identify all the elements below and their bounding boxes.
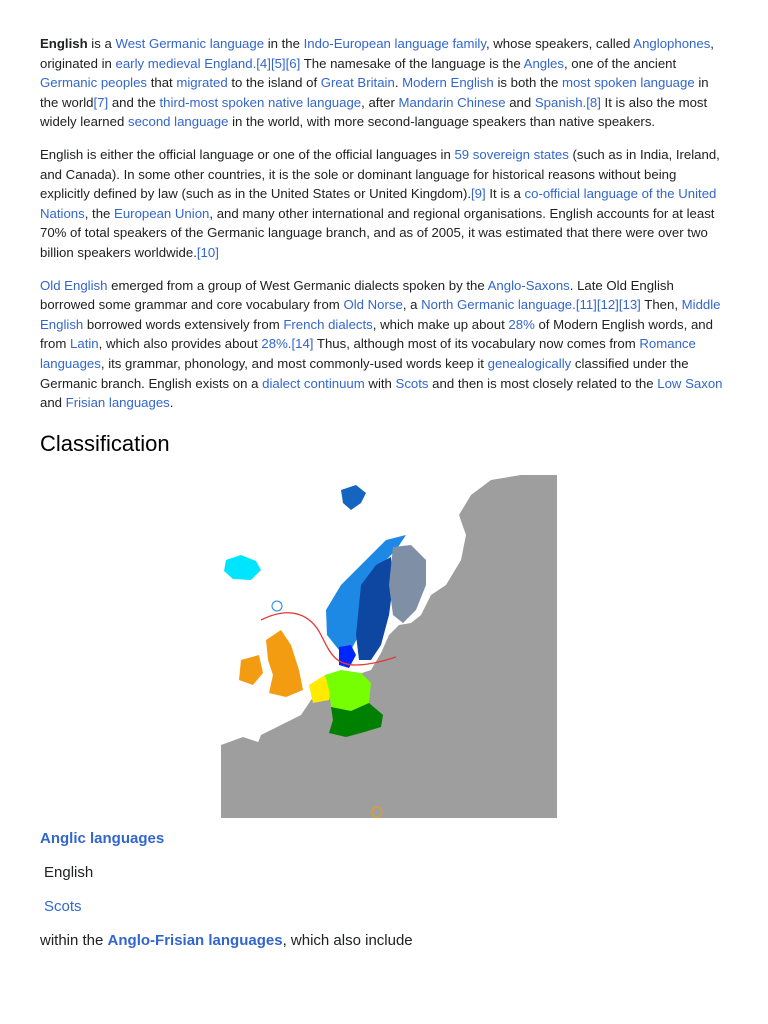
text-run: , after — [361, 94, 399, 110]
link-mandarin-chinese[interactable]: Mandarin Chinese — [398, 94, 506, 110]
text-run: emerged from a group of West Germanic dialects spoken by the — [107, 277, 488, 293]
citation-11[interactable]: [11] — [575, 297, 597, 313]
link-west-germanic-language[interactable]: West Germanic language — [115, 36, 265, 51]
text-run: , a — [402, 297, 422, 313]
map-germany-north — [325, 670, 371, 711]
link-angles[interactable]: Angles — [523, 55, 564, 71]
link-indo-european-language-family[interactable]: Indo-European language family — [303, 36, 486, 51]
citation-10[interactable]: [10] — [196, 244, 219, 260]
link-59-sovereign-states[interactable]: 59 sovereign states — [454, 146, 569, 162]
link-romance-languages[interactable]: Romance languages — [40, 336, 696, 371]
link-great-britain[interactable]: Great Britain — [320, 75, 395, 91]
text-run: and — [505, 94, 535, 110]
link-old-english[interactable]: Old English — [40, 277, 108, 293]
link-second-language[interactable]: second language — [127, 114, 229, 130]
citation-12[interactable]: [12] — [596, 297, 619, 313]
link-low-saxon[interactable]: Low Saxon — [657, 375, 723, 391]
text-run: , one of the ancient — [563, 55, 677, 71]
intro-paragraph — [40, 34, 728, 132]
text-run: English is either the official language or one of the official languages in — [40, 146, 455, 162]
link-early-medieval-england[interactable]: early medieval England. — [115, 55, 257, 71]
germanic-languages-map[interactable] — [221, 475, 557, 818]
link-most-spoken-language[interactable]: most spoken language — [561, 75, 695, 91]
citation-13[interactable]: [13] — [618, 297, 641, 313]
text-run: in the — [264, 36, 304, 51]
text-run: and — [40, 395, 66, 411]
citation-4[interactable]: [4] — [256, 55, 271, 71]
link-european-union[interactable]: European Union — [114, 205, 210, 221]
tail-prefix: within the — [40, 932, 108, 949]
link-middle-english[interactable]: Middle English — [40, 297, 721, 332]
link-third-most-spoken-native-language[interactable]: third-most spoken native language — [159, 94, 362, 110]
text-run: , which make up about — [372, 316, 509, 332]
citation-6[interactable]: [6] — [285, 55, 301, 71]
list-item-english: English — [44, 864, 94, 881]
text-run: , which also provides about — [98, 336, 262, 352]
text-run: in the world, with more second-language speakers than native speakers. — [228, 114, 656, 130]
text-run: and then is most closely related to the — [428, 375, 658, 391]
text-run: (such as in India, Ireland, and Canada). In some other countries, it is the sole or dominant language for historical reasons without being explicitly defined by law (such as in the United States or United Kingdom). — [40, 146, 720, 202]
section-heading-classification: Classification — [40, 431, 170, 456]
text-run: classified under the Germanic branch. English exists on a — [40, 355, 689, 391]
link-anglic-languages[interactable]: Anglic languages — [40, 830, 165, 847]
link-frisian-languages[interactable]: Frisian languages — [65, 395, 170, 411]
anglo-frisian-sentence — [40, 932, 413, 949]
text-run: of Modern English words, and from — [40, 316, 713, 352]
link-genealogically[interactable]: genealogically — [487, 355, 572, 371]
link-north-germanic-language[interactable]: North Germanic language. — [421, 297, 576, 313]
link-dialect-continuum[interactable]: dialect continuum — [262, 375, 365, 391]
text-run: It is also the most widely learned — [40, 94, 708, 130]
article-content — [40, 34, 728, 426]
text-run: that — [147, 75, 177, 91]
text-run: , and many other international and regional organisations. English accounts for at least 70% of total speakers of the Germanic language branch, and as of 2005, it was estimated that there were over two billion speakers worldwide. — [40, 205, 715, 260]
history-paragraph — [40, 276, 728, 413]
link-28-percent-french[interactable]: 28% — [508, 316, 535, 332]
link-co-official-language-un[interactable]: co-official language of the United Nations — [40, 186, 717, 221]
link-latin[interactable]: Latin — [70, 336, 99, 352]
link-scots-inline[interactable]: Scots — [395, 375, 429, 391]
text-run: and the — [108, 94, 160, 110]
map-image — [221, 475, 557, 818]
text-run: , whose speakers, called — [485, 36, 634, 51]
text-run: is a — [87, 36, 116, 51]
article-subject: English — [40, 36, 88, 51]
text-run: , the — [84, 205, 115, 221]
text-run: Thus, although most of its vocabulary now comes from — [313, 336, 640, 352]
link-germanic-peoples[interactable]: Germanic peoples — [40, 75, 148, 91]
text-run: The namesake of the language is the — [300, 55, 524, 71]
official-status-paragraph — [40, 145, 728, 263]
text-run: It is a — [485, 186, 525, 202]
text-run: , originated in — [40, 36, 714, 71]
text-run: . — [394, 75, 403, 91]
link-spanish[interactable]: Spanish. — [534, 94, 587, 110]
link-modern-english[interactable]: Modern English — [402, 75, 494, 91]
text-run: in the world — [40, 75, 709, 110]
link-anglo-saxons[interactable]: Anglo-Saxons — [487, 277, 570, 293]
text-run: with — [364, 375, 396, 391]
citation-14[interactable]: [14] — [291, 336, 314, 352]
citation-9[interactable]: [9] — [471, 186, 486, 202]
link-anglophones[interactable]: Anglophones — [633, 36, 711, 51]
citation-5[interactable]: [5] — [270, 55, 286, 71]
text-run: . Late Old English borrowed some grammar and core vocabulary from — [40, 277, 674, 313]
text-run: , its grammar, phonology, and most commonly-used words keep it — [100, 355, 488, 371]
citation-8[interactable]: [8] — [586, 94, 601, 110]
citation-7[interactable]: [7] — [93, 94, 109, 110]
text-run: borrowed words extensively from — [83, 316, 284, 332]
link-anglo-frisian-languages[interactable]: Anglo-Frisian languages — [107, 932, 283, 949]
link-french-dialects[interactable]: French dialects — [283, 316, 373, 332]
tail-suffix: , which also include — [282, 932, 413, 949]
text-run: Then, — [640, 297, 682, 313]
link-migrated[interactable]: migrated — [176, 75, 228, 91]
text-run: . — [169, 395, 174, 411]
text-run: is both the — [493, 75, 562, 91]
text-run: to the island of — [227, 75, 321, 91]
link-28-percent-latin[interactable]: 28%. — [261, 336, 292, 352]
link-old-norse[interactable]: Old Norse — [343, 297, 403, 313]
link-scots[interactable]: Scots — [44, 898, 82, 915]
